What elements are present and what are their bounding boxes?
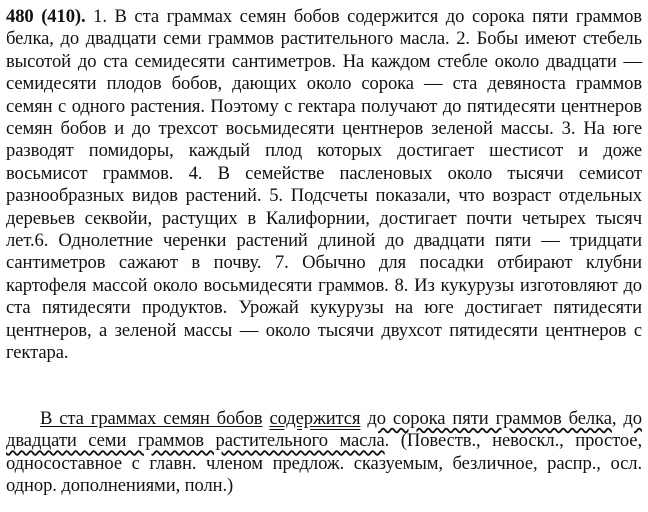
object-phrase-2: до двадцати семи граммов растительного масла <box>6 408 642 452</box>
separator: , <box>611 408 624 429</box>
period: . <box>384 430 390 452</box>
exercise-text <box>6 6 642 365</box>
adverbial-phrase: В ста граммах семян бобов <box>40 408 263 429</box>
exercise-number: 480 (410). <box>6 6 86 27</box>
exercise-body: 1. В ста граммах семян бобов содержится до сорока пяти граммов белка, до двадцати семи граммов растительного масла. 2. Бобы имеют стебель высотой до ста семидесяти сантиметров. На каждом стебле около двадцати — семидесяти плодов бобов, дающих около сорока — ста девяноста граммов семян с одного растения. Поэтому с гектара получают до пятидесяти центнеров семян бобов и до трехсот восьмидесяти центнеров зеленой массы. 3. На юге разводят помидоры, каждый плод которых достигает шестисот и доже восьмисот граммов. 4. В семействе пасленовых около тысячи семисот разнообразных видов растений. 5. Подсчеты показали, что возраст отдельных деревьев секвойи, растущих в Калифорнии, достигает почти четырех тысяч лет.6. Однолетние черенки растений длиной до двадцати пяти — тридцати сантиметров сажают в почву. 7. Обычно для посадки отбирают клубни картофеля массой около восьмидесяти граммов. 8. Из кукурузы изготовляют до ста пятидесяти продуктов. Урожай кукурузы на юге достигает пятидесяти центнеров, а зеленой массы — около тысячи двухсот пятидесяти центнеров с гектара. <box>6 6 642 364</box>
analysis-note: (Повеств., невоскл., простое, односоставное с главн. членом предлож. сказуемым, безличное, распр., осл. однор. дополнениями, полн.) <box>6 430 643 497</box>
predicate-word: содержится <box>269 408 361 429</box>
object-phrase-1: до сорока пяти граммов белка <box>367 408 612 429</box>
analysis-block <box>6 408 642 498</box>
